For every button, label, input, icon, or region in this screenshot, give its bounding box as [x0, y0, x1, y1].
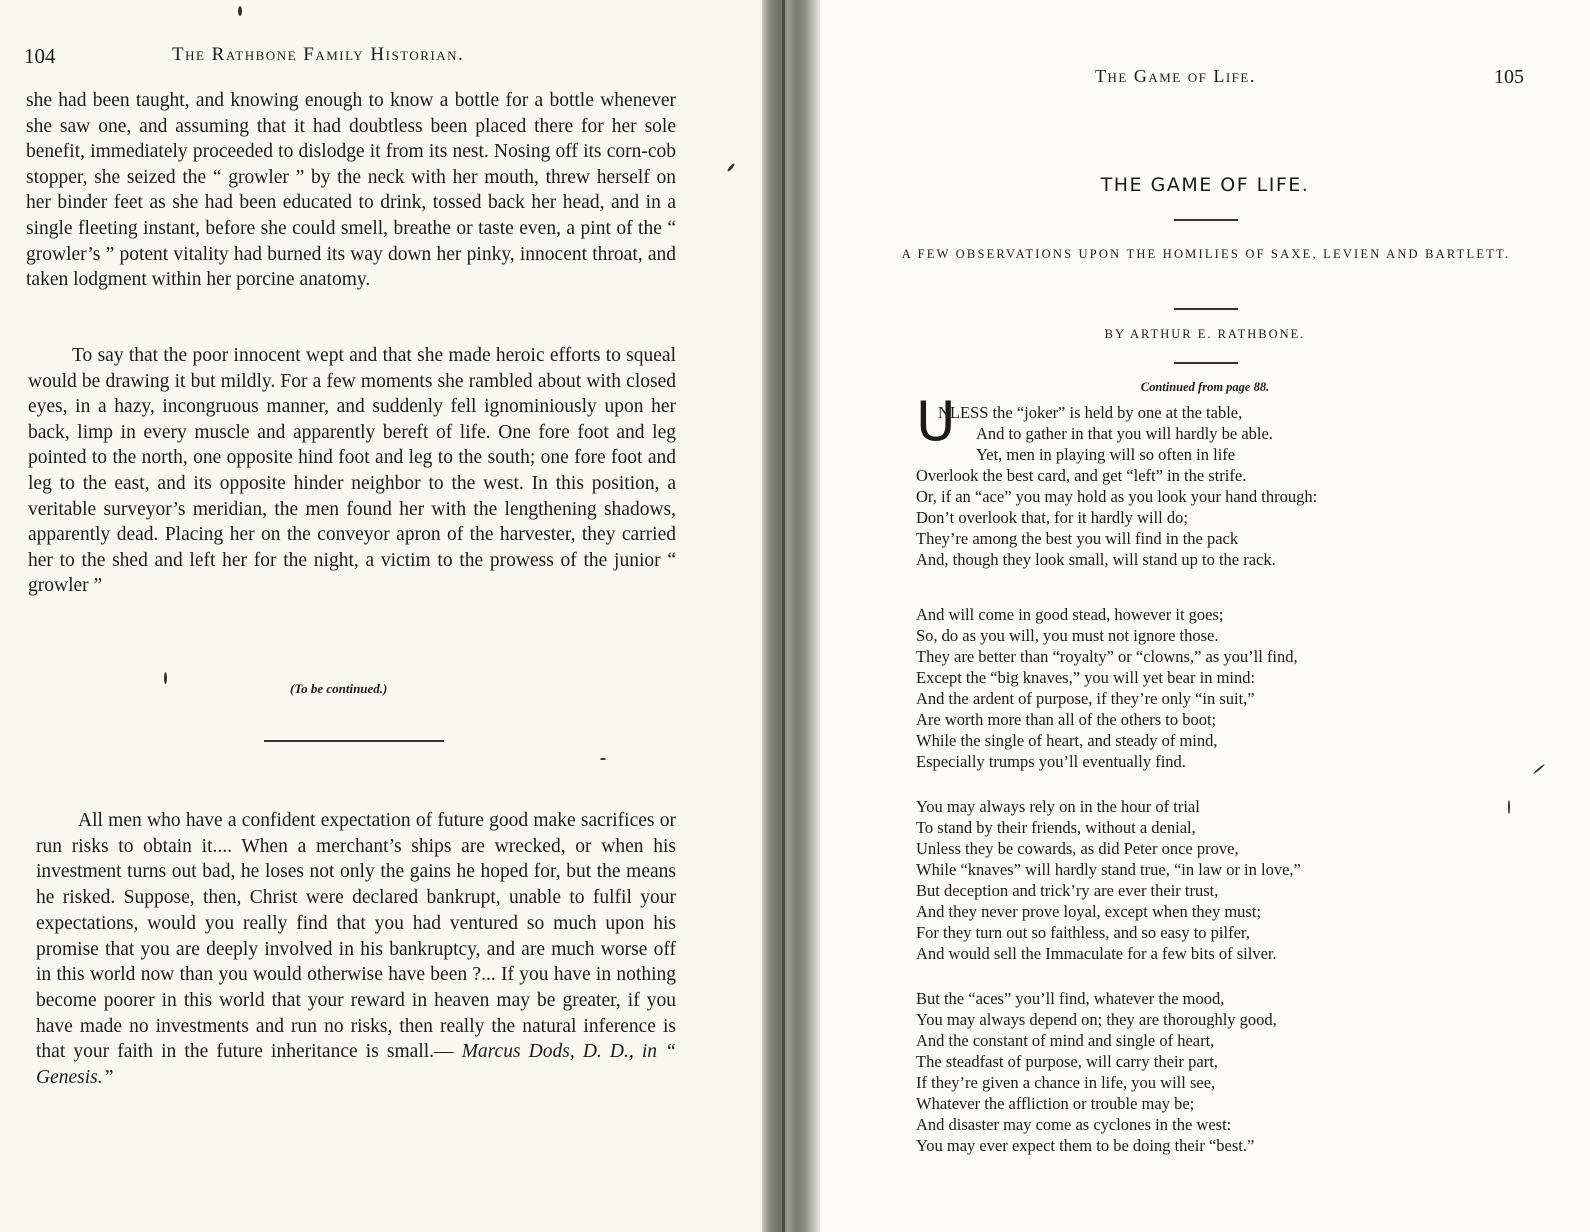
poem-line: They’re among the best you will find in the pack: [916, 529, 1239, 548]
poem-line: And disaster may come as cyclones in the west:: [916, 1115, 1232, 1134]
page-number-right: 105: [1494, 66, 1524, 88]
poem-line: You may always rely on in the hour of trial: [916, 797, 1200, 816]
poem-line: And the constant of mind and single of heart,: [916, 1031, 1215, 1050]
print-speck: [238, 6, 242, 16]
poem-line: And they never prove loyal, except when they must;: [916, 902, 1262, 921]
stanza-3: [916, 796, 1476, 964]
poem-line: Overlook the best card, and get “left” in the strife.: [916, 466, 1247, 485]
poem-line: Especially trumps you’ll eventually find.: [916, 752, 1186, 771]
poem-line: But deception and trick’ry are ever their trust,: [916, 881, 1219, 900]
poem-line: For they turn out so faithless, and so easy to pilfer,: [916, 923, 1250, 942]
book-gutter: [762, 0, 820, 1232]
quote-paragraph: [36, 808, 676, 1091]
print-speck: [1508, 800, 1510, 814]
poem-line: Are worth more than all of the others to boot;: [916, 710, 1217, 729]
poem-line: Except the “big knaves,” you will yet bear in mind:: [916, 668, 1256, 687]
poem-subtitle: A FEW OBSERVATIONS UPON THE HOMILIES OF SAXE, LEVIEN AND BARTLETT.: [901, 247, 1511, 261]
print-speck: [600, 758, 606, 760]
poem-line: But the “aces” you’ll find, whatever the mood,: [916, 989, 1225, 1008]
story-paragraph-2: To say that the poor innocent wept and that she made heroic efforts to squeal would be drawing it but mildly. For a few moments she rambled about with closed eyes, in a hazy, incongruous manner, and suddenly fell ignominiously upon her back, limp in every muscle and apparently bereft of life. One fore foot and leg pointed to the north, one opposite hind foot and leg to the south; one fore foot and leg to the east, and its opposite hinder neighbor to the west. In this position, a veritable surveyor’s meridian, the men found her with the lengthening shadows, apparently dead. Placing her on the conveyor apron of the harvester, they carried her to the shed and left her for the night, a victim to the prowess of the junior “ growler ”: [28, 345, 676, 597]
poem-line: If they’re given a chance in life, you will see,: [916, 1073, 1216, 1092]
byline-divider: [1174, 362, 1238, 364]
poem-line: You may ever expect them to be doing their “best.”: [916, 1136, 1255, 1155]
poem-line: While “knaves” will hardly stand true, “in law or in love,”: [916, 860, 1301, 879]
poem-line: Or, if an “ace” you may hold as you look your hand through:: [916, 487, 1318, 506]
stanza-1: [916, 402, 1476, 570]
drop-cap: U: [916, 390, 956, 453]
left-page: [0, 0, 762, 1232]
subtitle-divider: [1174, 308, 1238, 310]
gutter-edge: [782, 0, 785, 1232]
title-divider: [1174, 219, 1238, 221]
poem-line: NLESS the “joker” is held by one at the table,: [938, 403, 1243, 422]
continued-note: Continued from page 88.: [1140, 380, 1270, 394]
quote-attribution: Marcus Dods, D. D., in “ Genesis.”: [36, 1041, 677, 1089]
poem-line: Don’t overlook that, for it hardly will do;: [916, 508, 1188, 527]
poem-line: And, though they look small, will stand up to the rack.: [916, 550, 1276, 569]
running-head-left: The Rathbone Family Historian.: [172, 44, 465, 65]
poem-line: To stand by their friends, without a denial,: [916, 818, 1196, 837]
poem-line: And will come in good stead, however it goes;: [916, 605, 1224, 624]
poem-title: THE GAME OF LIFE.: [1100, 174, 1310, 196]
quote-text: All men who have a confident expectation of future good make sacrifices or run risks to obtain it.... When a merchant’s ships are wrecked, or when his investment turns out bad, he loses not only the gains he hoped for, but the means he risked. Suppose, then, Christ were declared bankrupt, unable to fulfil your expectations, would you really find that you had ventured so much upon his promise that you are deeply involved in his bankruptcy, and are much worse off in this world now than you would otherwise have been ?... If you have in nothing become poorer in this world that your reward in heaven may be greater, if you have made no investments and run no risks, then really the natural inference is that your faith in the future inheritance is small.—: [36, 810, 676, 1063]
running-head-right: The Game of Life.: [1095, 66, 1256, 86]
poem-line: And to gather in that you will hardly be able.: [976, 424, 1273, 443]
poem-line: The steadfast of purpose, will carry their part,: [916, 1052, 1218, 1071]
page-number-left: 104: [24, 44, 56, 68]
stanza-2: [916, 604, 1476, 772]
story-paragraph-1: she had been taught, and knowing enough to know a bottle for a bottle whenever she saw one, and assuming that it had doubtless been placed there for her sole benefit, immediately proceeded to dislodge it from its nest. Nosing off its corn-cob stopper, she seized the “ growler ” by the neck with her mouth, threw herself on her binder feet as she had been educated to drink, tossed back her head, and in a single fleeting instant, before she could smell, breathe or taste even, a pint of the “ growler’s ” potent vitality had burned its way down her pinky, innocent throat, and taken lodgment within her porcine anatomy.: [26, 90, 676, 291]
poem-line: And the ardent of purpose, if they’re only “in suit,”: [916, 689, 1255, 708]
stanza-4: [916, 988, 1476, 1156]
print-speck: [164, 672, 167, 684]
byline: BY ARTHUR E. RATHBONE.: [1104, 327, 1306, 341]
poem-line: You may always depend on; they are thoroughly good,: [916, 1010, 1277, 1029]
poem-line: They are better than “royalty” or “clowns,” as you’ll find,: [916, 647, 1298, 666]
poem-line: So, do as you will, you must not ignore those.: [916, 626, 1219, 645]
to-be-continued-note: (To be continued.): [290, 681, 388, 696]
section-divider: [264, 740, 444, 742]
poem-line: While the single of heart, and steady of mind,: [916, 731, 1218, 750]
poem-line: And would sell the Immaculate for a few bits of silver.: [916, 944, 1277, 963]
poem-line: Whatever the affliction or trouble may be;: [916, 1094, 1195, 1113]
poem-line: Unless they be cowards, as did Peter once prove,: [916, 839, 1239, 858]
poem-line: Yet, men in playing will so often in life: [976, 445, 1236, 464]
